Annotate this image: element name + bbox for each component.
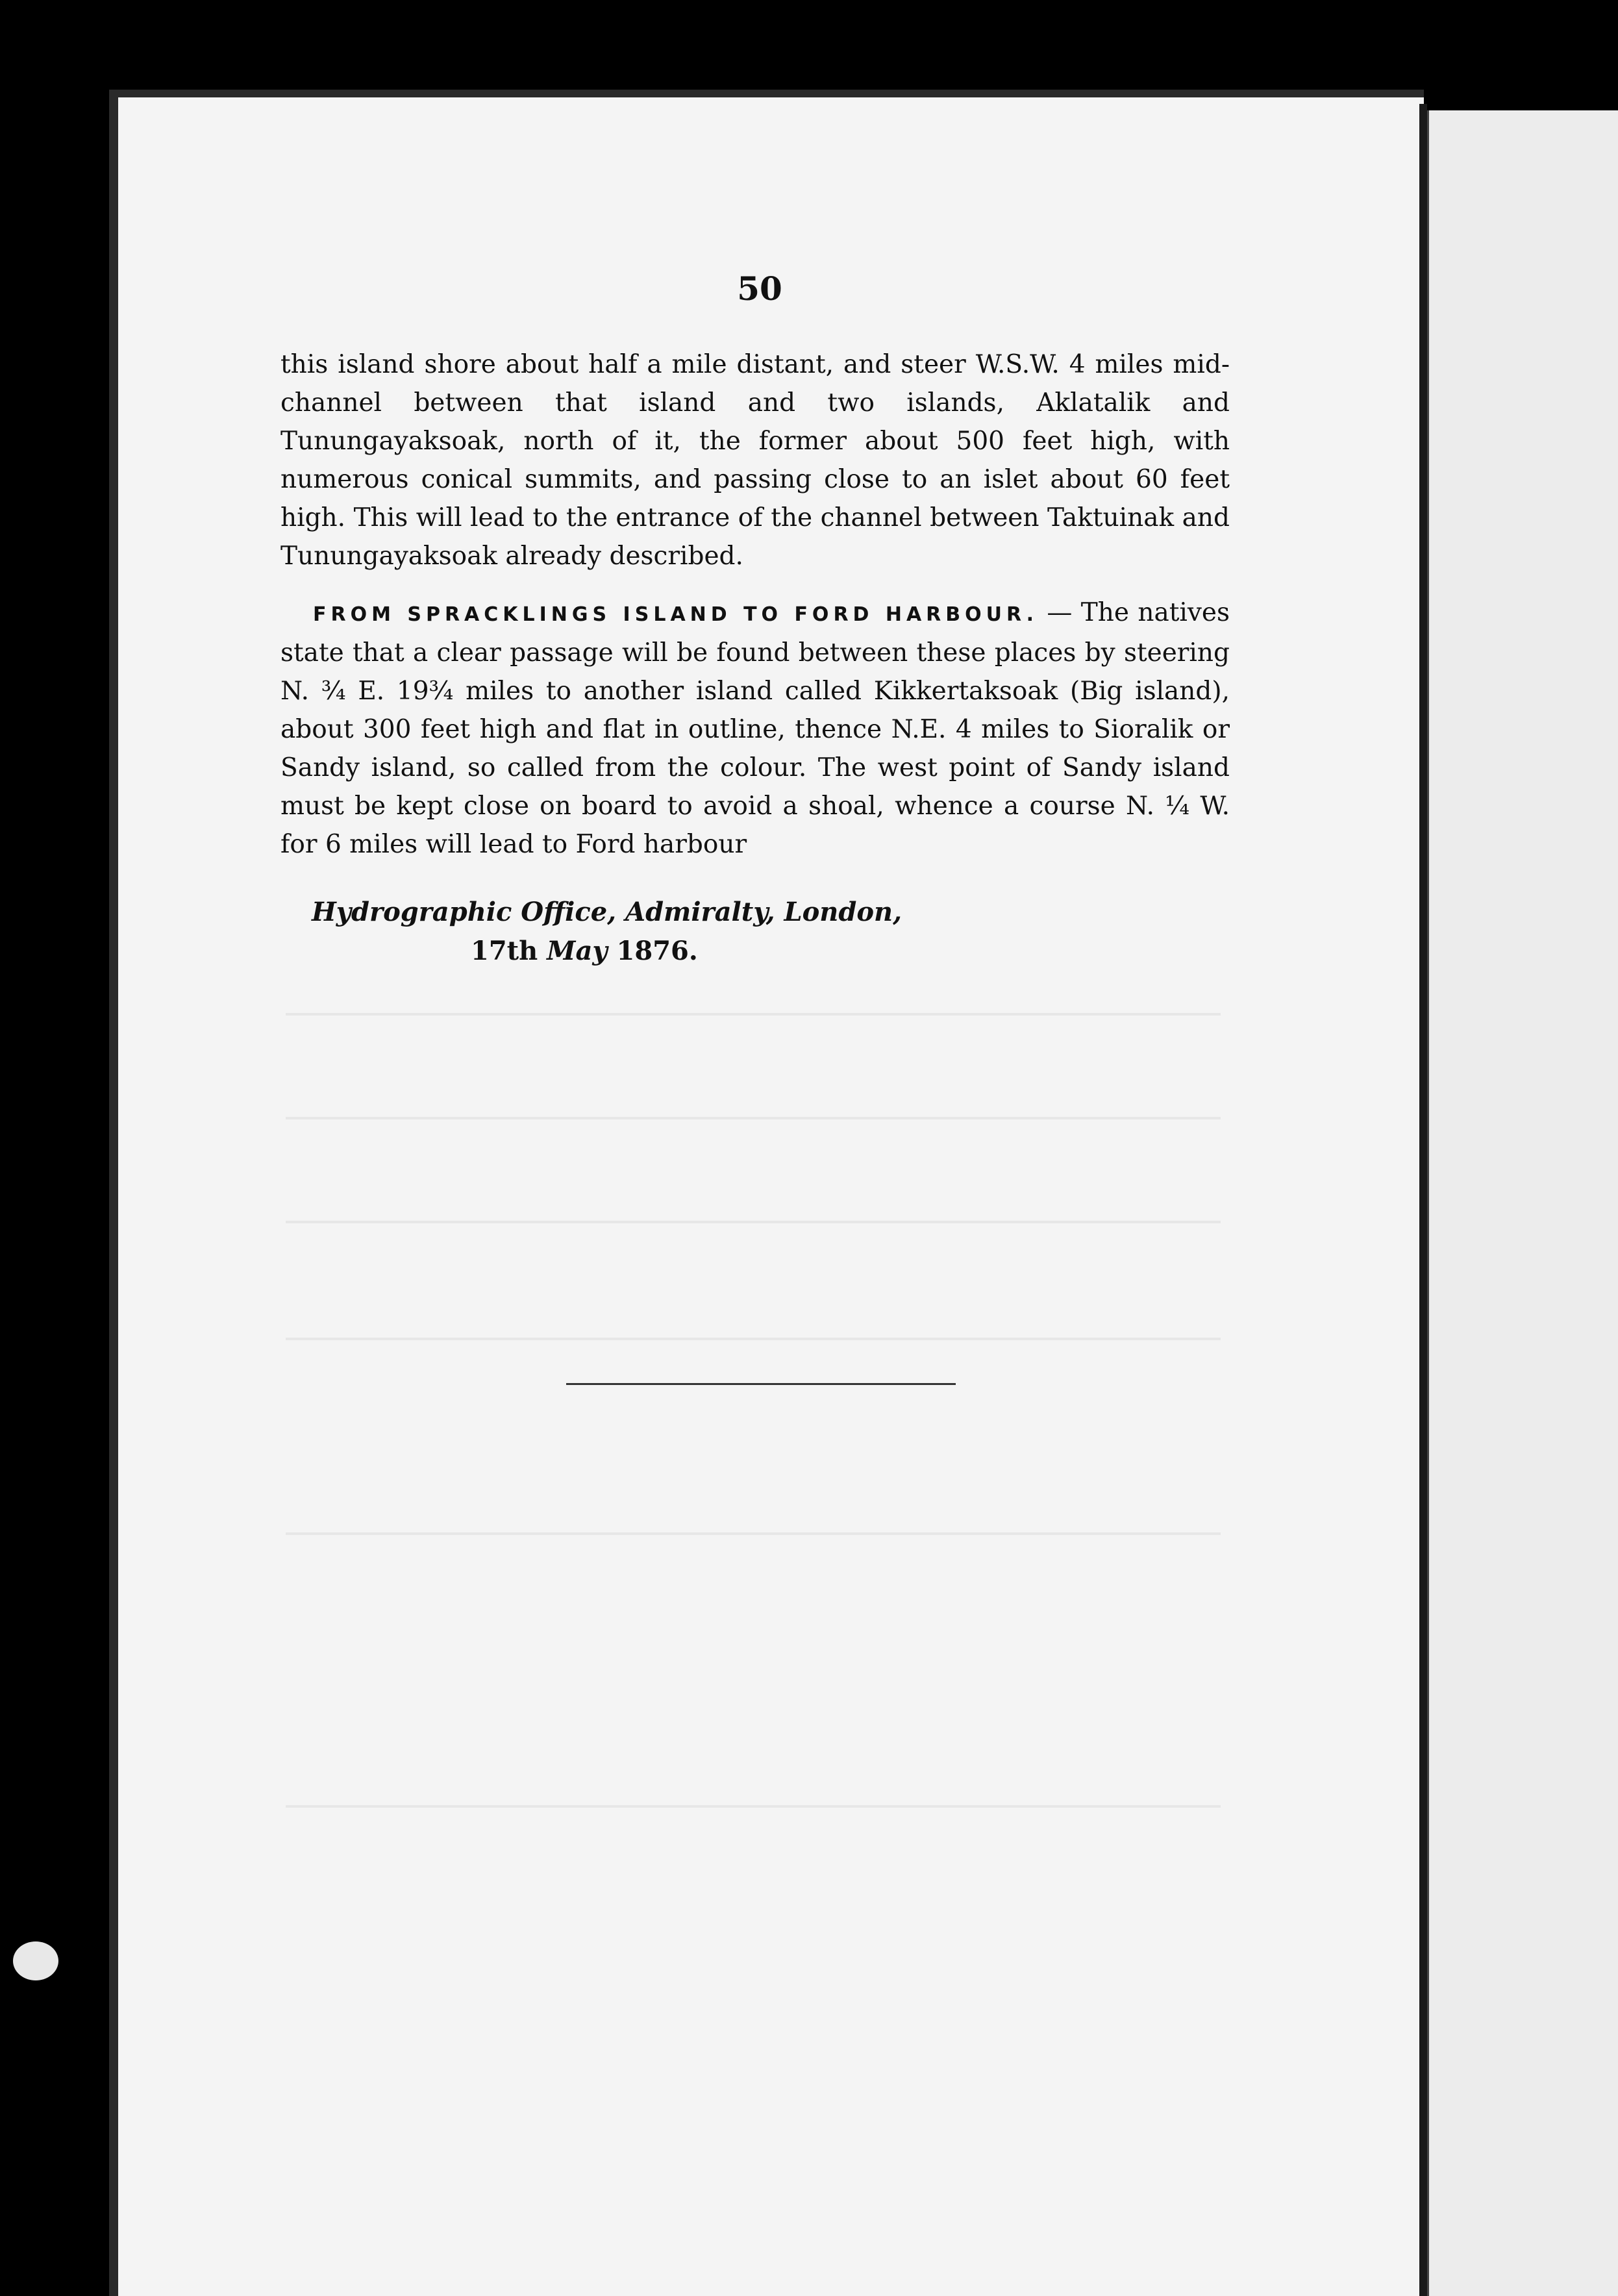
show-through-line	[286, 1532, 1221, 1535]
adjacent-page-edge	[1427, 110, 1618, 2296]
show-through-line	[286, 1338, 1221, 1340]
paragraph-body: The natives state that a clear passage will be found between these places by steering N. ¾ E. 19¾ miles to another island called Kikkertaksoak (Big island), about 300 feet high and flat in outline, thence N.E. 4 miles to Sioralik or Sandy island, so called from the colour. The west point of Sandy island must be kept close on board to avoid a shoal, whence a course N. ¼ W. for 6 miles will lead to Ford harbour	[280, 598, 1230, 859]
heading-dash: —	[1038, 598, 1081, 627]
horizontal-rule	[566, 1383, 956, 1385]
scan-speck	[13, 1941, 58, 1980]
date-year: 1876.	[616, 936, 698, 966]
show-through-line	[286, 1805, 1221, 1808]
show-through-line	[286, 1117, 1221, 1119]
date-line	[312, 932, 902, 971]
signature-block	[312, 893, 902, 971]
page-number: 50	[737, 269, 782, 308]
section-heading: FROM SPRACKLINGS ISLAND TO FORD HARBOUR.	[313, 603, 1039, 626]
body-text	[280, 345, 1230, 864]
paragraph: this island shore about half a mile distant, and steer W.S.W. 4 miles mid-channel between that island and two islands, Aklatalik and Tunungayaksoak, north of it, the former about 500 feet high, with numerous conical summits, and passing close to an islet about 60 feet high. This will lead to the entrance of the channel between Taktuinak and Tunungayaksoak already described.	[280, 350, 1230, 571]
show-through-line	[286, 1013, 1221, 1016]
date-day: 17th	[471, 936, 538, 966]
paragraph	[280, 593, 1230, 864]
page-gutter	[1419, 104, 1427, 2296]
office-line: Hydrographic Office, Admiralty, London,	[312, 897, 902, 927]
date-month: May	[547, 936, 608, 966]
show-through-line	[286, 1221, 1221, 1223]
